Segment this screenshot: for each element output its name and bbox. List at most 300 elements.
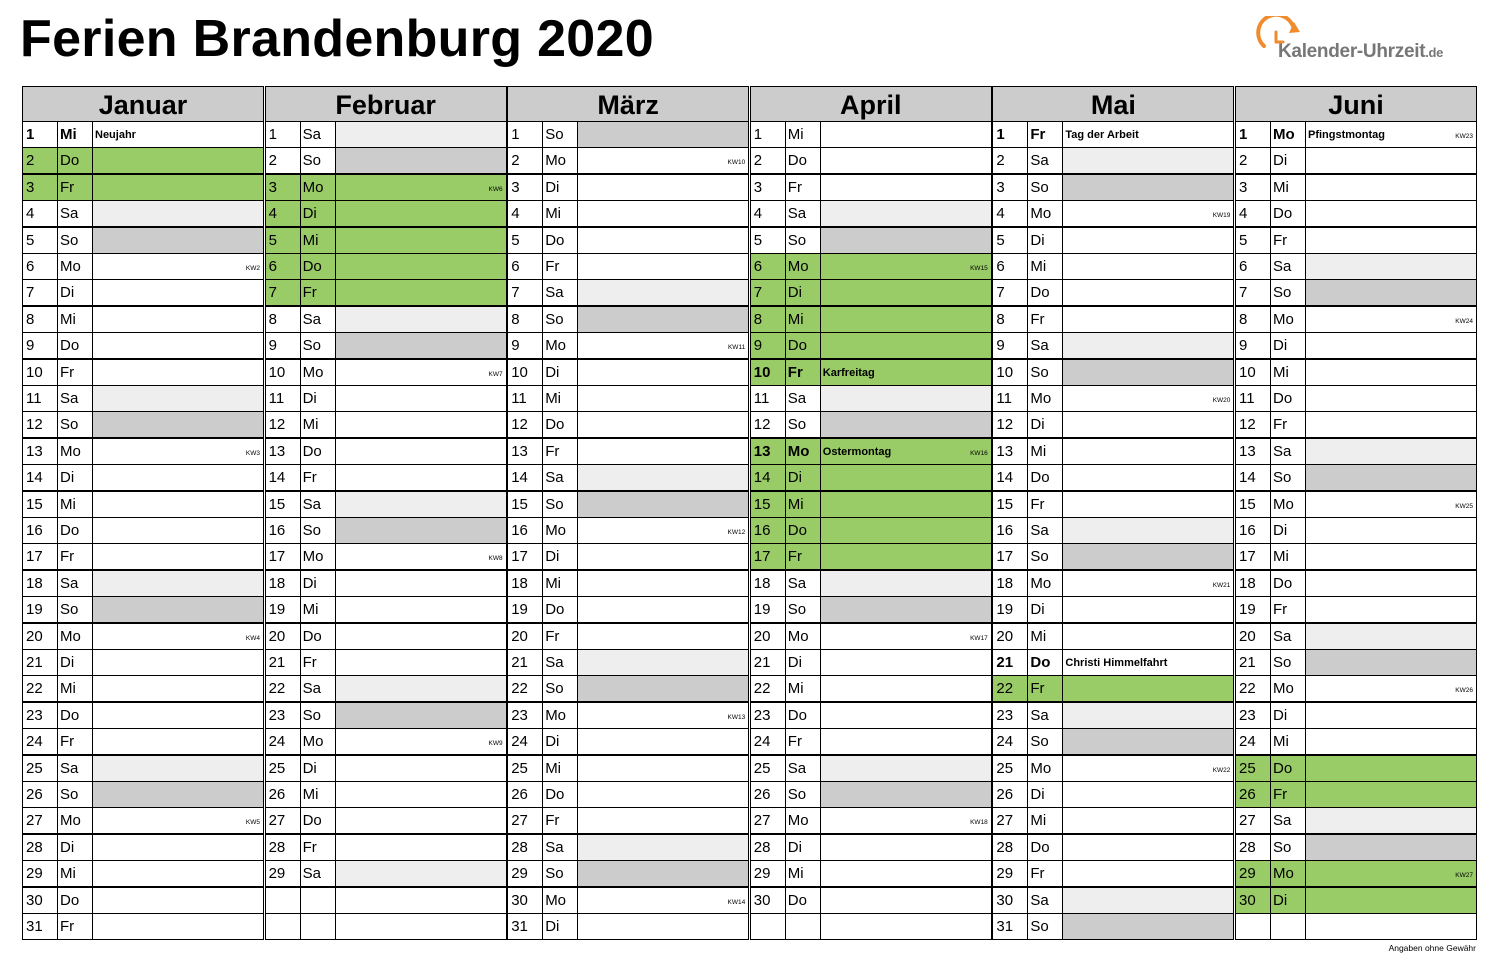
- weekday-label: So: [302, 152, 321, 170]
- weekday-label: So: [545, 680, 564, 698]
- weekday-label: So: [1030, 733, 1049, 751]
- day-row: [750, 174, 992, 201]
- weekday-label: So: [302, 337, 321, 355]
- day-row: [750, 121, 992, 148]
- weekday-label: Sa: [545, 838, 564, 856]
- day-row: [507, 517, 749, 544]
- day-number: 4: [1239, 205, 1248, 223]
- day-row: [507, 464, 749, 491]
- calendar-week-label: KW8: [488, 555, 503, 563]
- day-number: 12: [753, 416, 771, 434]
- weekday-label: Mo: [787, 627, 809, 645]
- year-calendar: [22, 86, 1478, 941]
- day-number: 7: [511, 284, 520, 302]
- disclaimer: Angaben ohne Gewähr: [1388, 943, 1476, 953]
- weekday-label: Sa: [545, 654, 564, 671]
- day-row: [992, 491, 1234, 518]
- day-number: 12: [996, 416, 1014, 434]
- day-number: 29: [26, 865, 43, 883]
- weekday-label: Do: [60, 891, 80, 909]
- day-row: [507, 623, 749, 650]
- weekday-label: So: [60, 416, 79, 434]
- day-number: 2: [511, 152, 520, 170]
- day-number: 3: [26, 178, 35, 196]
- weekday-label: Sa: [1273, 627, 1292, 645]
- day-number: 19: [1239, 601, 1256, 619]
- day-row: [750, 570, 992, 597]
- day-row: [507, 385, 749, 412]
- weekday-label: Sa: [302, 495, 321, 513]
- day-number: 22: [1239, 680, 1256, 698]
- day-number: 31: [26, 918, 43, 935]
- day-number: 7: [996, 284, 1005, 302]
- day-number: 2: [268, 152, 277, 170]
- weekday-label: Mo: [1273, 126, 1295, 143]
- day-number: 9: [26, 337, 35, 355]
- weekday-label: Mi: [787, 680, 804, 698]
- month-column: [22, 86, 264, 941]
- day-row: [507, 306, 749, 333]
- day-number: 11: [511, 390, 527, 407]
- day-row: [992, 279, 1234, 306]
- day-number: 10: [1239, 363, 1256, 381]
- day-number: 13: [996, 442, 1014, 460]
- day-row: [1235, 675, 1477, 702]
- day-row: [992, 913, 1234, 940]
- day-number: 30: [753, 891, 771, 909]
- day-number: 24: [511, 733, 528, 751]
- day-row: [1235, 517, 1477, 544]
- weekday-label: Mo: [545, 152, 567, 170]
- day-number: 24: [268, 733, 286, 751]
- weekday-label: Sa: [545, 284, 564, 302]
- day-row: [507, 332, 749, 359]
- weekday-label: Do: [302, 258, 322, 275]
- day-row: [1235, 860, 1477, 887]
- day-number: 20: [753, 627, 771, 645]
- weekday-label: Fr: [60, 178, 75, 196]
- weekday-label: Mo: [787, 812, 809, 830]
- weekday-label: Mo: [787, 258, 809, 275]
- weekday-label: Fr: [60, 548, 75, 566]
- month-header: Mai: [992, 86, 1234, 122]
- day-row: [750, 913, 992, 940]
- day-number: 5: [26, 231, 35, 249]
- day-row: [22, 834, 264, 861]
- weekday-label: Mi: [1273, 548, 1289, 566]
- day-number: 25: [1239, 759, 1256, 777]
- weekday-label: Do: [545, 416, 565, 434]
- day-row: [992, 807, 1234, 834]
- day-row: [265, 411, 507, 438]
- weekday-label: Fr: [1273, 416, 1288, 434]
- day-number: 27: [511, 812, 528, 830]
- weekday-label: Mi: [60, 865, 76, 883]
- weekday-label: Di: [1030, 601, 1045, 619]
- day-number: 24: [1239, 733, 1256, 751]
- day-row: [265, 728, 507, 755]
- day-row: [750, 464, 992, 491]
- day-number: 21: [26, 654, 43, 671]
- weekday-label: Di: [545, 178, 560, 196]
- weekday-label: So: [787, 416, 807, 434]
- weekday-label: Fr: [1030, 126, 1046, 143]
- day-number: 11: [268, 390, 285, 407]
- calendar-week-label: KW19: [1212, 212, 1231, 220]
- day-number: 28: [996, 838, 1014, 856]
- weekday-label: Fr: [787, 178, 802, 196]
- day-row: [992, 517, 1234, 544]
- weekday-label: Sa: [1273, 812, 1292, 830]
- day-row: [22, 702, 264, 729]
- day-number: 21: [1239, 654, 1256, 671]
- day-number: 16: [1239, 522, 1256, 539]
- day-row: [992, 147, 1234, 174]
- day-row: [507, 570, 749, 597]
- day-row: [992, 570, 1234, 597]
- day-row: [1235, 121, 1477, 148]
- weekday-label: Di: [1273, 152, 1288, 170]
- day-row: [265, 807, 507, 834]
- day-number: 14: [268, 469, 286, 487]
- day-number: 22: [753, 680, 771, 698]
- site-logo[interactable]: [1254, 16, 1480, 66]
- day-number: 18: [753, 574, 771, 592]
- day-row: [750, 279, 992, 306]
- holiday-name: Christi Himmelfahrt: [1065, 657, 1168, 669]
- month-header: Januar: [22, 86, 264, 122]
- day-row: [992, 464, 1234, 491]
- day-number: 24: [753, 733, 771, 751]
- day-number: 29: [753, 865, 771, 883]
- day-row: [1235, 702, 1477, 729]
- weekday-label: Do: [545, 601, 565, 619]
- day-number: 17: [996, 548, 1014, 566]
- day-number: 3: [511, 178, 520, 196]
- month-header: April: [750, 86, 992, 122]
- day-number: 28: [268, 838, 286, 856]
- weekday-label: Mi: [787, 865, 804, 883]
- day-number: 14: [1239, 469, 1256, 487]
- weekday-label: Do: [787, 891, 807, 909]
- weekday-label: So: [302, 522, 321, 539]
- weekday-label: So: [545, 865, 564, 883]
- day-row: [265, 385, 507, 412]
- day-number: 9: [753, 337, 763, 355]
- day-row: [992, 675, 1234, 702]
- weekday-label: Di: [302, 205, 317, 223]
- weekday-label: Mo: [545, 891, 567, 909]
- weekday-label: Do: [1273, 759, 1293, 777]
- weekday-label: So: [545, 495, 564, 513]
- day-row: [1235, 200, 1477, 227]
- day-number: 8: [996, 310, 1005, 328]
- day-number: 9: [996, 337, 1005, 355]
- day-row: [1235, 781, 1477, 808]
- day-number: 18: [996, 574, 1014, 592]
- weekday-label: Do: [787, 337, 807, 355]
- day-row: [1235, 755, 1477, 782]
- weekday-label: Sa: [545, 469, 564, 487]
- day-number: 10: [268, 363, 286, 381]
- month-header: Juni: [1235, 86, 1477, 122]
- calendar-week-label: KW7: [488, 370, 503, 378]
- calendar-week-label: KW26: [1455, 687, 1473, 695]
- day-number: 27: [268, 812, 286, 830]
- day-row: [22, 517, 264, 544]
- day-row: [22, 860, 264, 887]
- weekday-label: Mi: [60, 310, 76, 328]
- day-number: 2: [26, 152, 35, 170]
- weekday-label: Fr: [302, 838, 317, 856]
- day-row: [265, 570, 507, 597]
- day-number: 11: [1239, 390, 1255, 407]
- weekday-label: Mi: [787, 126, 804, 143]
- day-number: 5: [511, 231, 520, 249]
- day-number: 27: [1239, 812, 1256, 830]
- day-row: [265, 200, 507, 227]
- day-number: 28: [26, 838, 43, 856]
- day-number: 26: [268, 786, 286, 803]
- day-number: 8: [268, 310, 277, 328]
- weekday-label: Do: [787, 706, 807, 724]
- weekday-label: Sa: [1030, 337, 1049, 355]
- day-row: [265, 174, 507, 201]
- day-number: 30: [511, 891, 528, 909]
- weekday-label: Mo: [60, 812, 81, 830]
- day-number: 4: [511, 205, 520, 223]
- day-row: [265, 517, 507, 544]
- day-number: 22: [26, 680, 43, 698]
- day-number: 21: [511, 654, 528, 671]
- weekday-label: Di: [1030, 231, 1045, 249]
- calendar-week-label: KW14: [727, 898, 746, 906]
- day-number: 1: [511, 126, 520, 143]
- day-number: 7: [753, 284, 763, 302]
- day-number: 4: [268, 205, 277, 223]
- day-number: 18: [26, 574, 43, 592]
- day-number: 20: [1239, 627, 1256, 645]
- weekday-label: Mo: [545, 522, 567, 539]
- weekday-label: So: [60, 231, 79, 249]
- weekday-label: Mo: [1273, 680, 1294, 698]
- day-row: [992, 728, 1234, 755]
- day-number: 4: [753, 205, 763, 223]
- day-row: [1235, 306, 1477, 333]
- weekday-label: Do: [302, 627, 322, 645]
- day-row: [22, 649, 264, 676]
- day-number: 23: [996, 706, 1014, 724]
- day-number: 29: [268, 865, 286, 883]
- weekday-label: Fr: [60, 363, 75, 381]
- weekday-label: Mi: [787, 310, 804, 328]
- day-row: [750, 517, 992, 544]
- calendar-week-label: KW4: [245, 634, 260, 642]
- day-number: 11: [753, 390, 770, 407]
- calendar-week-label: KW16: [970, 449, 988, 457]
- day-number: 7: [1239, 284, 1248, 302]
- calendar-week-label: KW12: [727, 529, 746, 536]
- day-number: 16: [996, 522, 1014, 539]
- weekday-label: So: [1030, 548, 1049, 566]
- day-number: 18: [1239, 574, 1256, 592]
- day-row: [22, 200, 264, 227]
- day-row: [507, 675, 749, 702]
- weekday-label: Sa: [787, 759, 807, 777]
- page-title: Ferien Brandenburg 2020: [20, 10, 654, 68]
- day-number: 6: [996, 258, 1005, 275]
- day-row: [265, 147, 507, 174]
- day-row: [1235, 359, 1477, 386]
- day-row: [507, 755, 749, 782]
- day-row: [22, 174, 264, 201]
- day-row: [1235, 147, 1477, 174]
- day-row: [750, 834, 992, 861]
- day-row: [992, 596, 1234, 623]
- day-number: 12: [511, 416, 528, 434]
- weekday-label: So: [545, 310, 564, 328]
- day-number: 19: [511, 601, 528, 619]
- day-row: [507, 253, 749, 280]
- calendar-week-label: KW10: [727, 159, 746, 167]
- weekday-label: Mi: [787, 495, 804, 513]
- day-number: 14: [753, 469, 771, 487]
- weekday-label: Di: [302, 390, 317, 407]
- calendar-week-label: KW5: [245, 819, 260, 827]
- weekday-label: Do: [787, 522, 807, 539]
- weekday-label: Sa: [1273, 258, 1292, 275]
- day-row: [992, 781, 1234, 808]
- day-number: 10: [996, 363, 1014, 381]
- day-number: 16: [26, 522, 43, 539]
- day-number: 16: [268, 522, 286, 539]
- weekday-label: Sa: [1030, 891, 1049, 909]
- day-row: [22, 359, 264, 386]
- weekday-label: Fr: [302, 284, 317, 302]
- weekday-label: Di: [302, 574, 317, 592]
- logo-tld: .de: [1425, 45, 1444, 60]
- day-number: 14: [996, 469, 1014, 487]
- weekday-label: Sa: [302, 126, 321, 143]
- day-number: 18: [268, 574, 286, 592]
- weekday-label: So: [60, 786, 79, 803]
- day-number: 20: [26, 627, 43, 645]
- weekday-label: Mi: [545, 205, 562, 223]
- day-number: 28: [753, 838, 771, 856]
- day-row: [750, 253, 992, 280]
- day-row: [750, 491, 992, 518]
- day-number: 5: [268, 231, 277, 249]
- day-row: [265, 860, 507, 887]
- weekday-label: Di: [787, 838, 802, 856]
- calendar-week-label: KW11: [727, 344, 746, 352]
- weekday-label: Do: [545, 786, 565, 803]
- weekday-label: Mi: [545, 574, 562, 592]
- weekday-label: Mo: [1030, 574, 1052, 592]
- day-number: 26: [753, 786, 771, 803]
- weekday-label: Mi: [1030, 258, 1047, 275]
- day-row: [750, 781, 992, 808]
- day-row: [750, 755, 992, 782]
- weekday-label: Di: [60, 838, 75, 856]
- day-number: 12: [26, 416, 43, 434]
- day-number: 28: [511, 838, 528, 856]
- day-row: [22, 411, 264, 438]
- weekday-label: Sa: [60, 759, 79, 777]
- day-number: 8: [753, 310, 763, 328]
- day-number: 27: [996, 812, 1014, 830]
- day-number: 3: [1239, 178, 1248, 196]
- day-row: [992, 834, 1234, 861]
- weekday-label: So: [787, 231, 807, 249]
- logo-wordmark: [1278, 41, 1443, 63]
- day-number: 1: [996, 126, 1005, 143]
- day-row: [507, 702, 749, 729]
- day-row: [750, 543, 992, 570]
- weekday-label: So: [60, 601, 79, 619]
- day-row: [750, 807, 992, 834]
- weekday-label: Sa: [1030, 152, 1049, 170]
- weekday-label: Sa: [302, 310, 321, 328]
- weekday-label: Mo: [787, 442, 810, 460]
- day-row: [1235, 623, 1477, 650]
- month-column: [507, 86, 749, 941]
- weekday-label: Sa: [1030, 706, 1049, 724]
- weekday-label: Do: [787, 152, 807, 170]
- day-row: [1235, 332, 1477, 359]
- day-number: 21: [268, 654, 286, 671]
- day-row: [507, 121, 749, 148]
- day-number: 17: [511, 548, 528, 566]
- day-number: 27: [26, 812, 43, 830]
- day-row: [265, 596, 507, 623]
- weekday-label: So: [1030, 918, 1049, 935]
- month-column: [750, 86, 992, 941]
- day-number: 20: [511, 627, 528, 645]
- day-row: [22, 491, 264, 518]
- day-row: [507, 543, 749, 570]
- day-number: 15: [1239, 495, 1256, 513]
- weekday-label: Sa: [1030, 522, 1049, 539]
- calendar-week-label: KW15: [970, 265, 988, 272]
- day-number: 23: [1239, 706, 1256, 724]
- day-row: [22, 570, 264, 597]
- day-number: 6: [511, 258, 520, 275]
- day-number: 9: [268, 337, 277, 355]
- day-number: 8: [511, 310, 520, 328]
- weekday-label: Mo: [1273, 310, 1294, 328]
- day-number: 23: [26, 706, 43, 724]
- weekday-label: Mi: [60, 126, 77, 143]
- day-number: 18: [511, 574, 528, 592]
- day-number: 26: [26, 786, 43, 803]
- day-row: [1235, 174, 1477, 201]
- day-row: [992, 702, 1234, 729]
- day-row: [265, 755, 507, 782]
- day-number: 13: [1239, 442, 1256, 460]
- day-row: [22, 438, 264, 465]
- day-row: [22, 279, 264, 306]
- day-number: 30: [1239, 891, 1256, 909]
- weekday-label: Mi: [302, 601, 319, 619]
- day-row: [750, 623, 992, 650]
- day-number: 25: [26, 759, 43, 777]
- day-row: [265, 781, 507, 808]
- day-number: 21: [996, 654, 1014, 671]
- day-row: [507, 728, 749, 755]
- day-number: 27: [753, 812, 771, 830]
- day-number: 30: [26, 891, 43, 909]
